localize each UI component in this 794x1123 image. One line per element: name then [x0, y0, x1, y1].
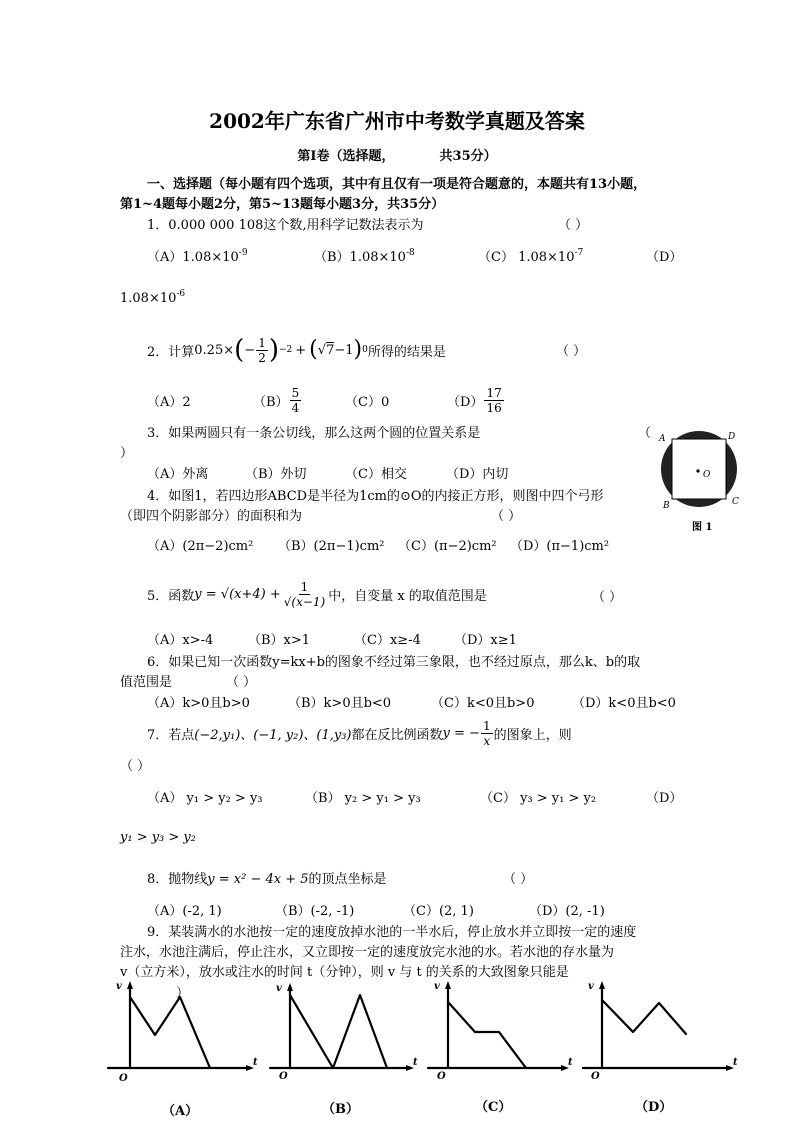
- q4-option-a: （A）(2π−2)cm²: [147, 539, 254, 554]
- q8-option-c: （C）(2, 1): [403, 904, 474, 919]
- graph-d-caption: （D）: [635, 1100, 673, 1115]
- graph-a-line: [130, 997, 210, 1068]
- graph-d-v-label: v: [588, 981, 594, 992]
- figure-1-label-a: A: [659, 434, 666, 444]
- q2-stem: 2．计算 0.25× ( − $\frac{1}{2}$ ) −2 + ( √ 7 −1 ) 0 所得的结果是: [147, 335, 446, 365]
- section-intro-line2: 第1~4题每小题2分，第5~13题每小题3分，共35分）: [120, 197, 445, 212]
- q1-stem: 1．0.000 000 108这个数,用科学记数法表示为: [147, 218, 424, 233]
- graph-c-origin: O: [437, 1071, 446, 1082]
- q7-option-c: （C） y₃ > y₁ > y₂: [480, 791, 597, 806]
- graph-c-t-label: t: [568, 1057, 573, 1068]
- q5-option-a: （A）x>-4: [147, 633, 214, 648]
- q7-stem: 7．若点 (−2,y₁)、(−1, y₂)、(1,y₃) 都在反比例函数 y = − $\frac{1}{x}$ 的图象上，则: [147, 718, 572, 748]
- q6-option-c: （C）k<0且b>0: [431, 696, 535, 711]
- graph-c-line: [448, 1002, 526, 1068]
- figure-1-label-d: D: [728, 432, 736, 442]
- figure-1-label-c: C: [732, 497, 739, 507]
- q3-option-b: （B）外切: [245, 467, 307, 482]
- graph-b-v-label: v: [276, 983, 282, 994]
- q2-option-a: （A）2: [147, 394, 191, 410]
- q9-line3: v（立方米），放水或注水的时间 t（分钟），则 v 与 t 的关系的大致图象只能是: [120, 965, 569, 980]
- q7-option-d: （D）: [646, 791, 683, 806]
- q9-graphs: [0, 975, 794, 1120]
- q5-stem: 5．函数 y = √(x+4) + $\frac{1}{√(x-1)}$ 中，自变量 x 的取值范围是: [147, 579, 487, 609]
- q7-option-a: （A） y₁ > y₂ > y₃: [147, 791, 263, 806]
- q2-option-d: （D） $\frac{17}{16}$: [447, 385, 502, 415]
- graph-c-v-arrow: [445, 981, 451, 989]
- graph-d-t-label: t: [733, 1057, 738, 1068]
- q1-option-b: $(B)1.08\times 10^{-8}$: [314, 248, 415, 265]
- q5-option-b: （B）x>1: [248, 633, 311, 648]
- section-intro-line1: 一、选择题（每小题有四个选项，其中有且仅有一项是符合题意的，本题共有13小题，: [147, 177, 647, 192]
- q8-option-b: （B）(-2, -1): [275, 904, 355, 919]
- q2-option-b: （B） $\frac{5}{4}$: [253, 385, 300, 415]
- q2-answer-paren: （ ）: [556, 344, 587, 359]
- q3-paren-left: （: [638, 426, 652, 441]
- q4-option-b: （B）(2π−1)cm²: [278, 539, 385, 554]
- page-title: 2002年广东省广州市中考数学真题及答案: [209, 109, 585, 133]
- q3-option-a: （A）外离: [147, 467, 209, 482]
- q7-answer-paren: （ ）: [120, 759, 151, 774]
- graph-a-caption: （A）: [162, 1104, 199, 1119]
- graph-c-v-label: v: [434, 981, 440, 992]
- q1-answer-paren: （ ）: [558, 218, 589, 233]
- figure-1-square: [672, 439, 726, 499]
- q3-option-c: （C）相交: [345, 467, 407, 482]
- q6-line2: 值范围是: [120, 675, 173, 690]
- subtitle-part-b: 共35分）: [439, 149, 497, 164]
- q5-answer-paren: （ ）: [592, 590, 623, 605]
- q9-line1: 9．某装满水的水池按一定的速度放掉水池的一半水后，停止放水并立即按一定的速度: [147, 925, 637, 940]
- q1-option-c: （C） $1.08\times 10^{-7}$: [478, 248, 584, 265]
- q3-option-d: （D）内切: [446, 467, 509, 482]
- figure-1-caption: 图 1: [692, 522, 713, 533]
- figure-1-label-o: O: [703, 470, 711, 480]
- graph-b-t-label: t: [413, 1057, 418, 1068]
- q5-option-c: （C）x≥-4: [354, 633, 421, 648]
- q4-line1: 4．如图1，若四边形ABCD是半径为1cm的⊙O的内接正方形，则图中四个弓形: [147, 489, 604, 504]
- q4-line2: （即四个阴影部分）的面积和为: [120, 509, 303, 524]
- figure-1: [654, 424, 748, 536]
- graph-b-line: [290, 995, 387, 1068]
- q9-line2: 注水，水池注满后，停止注水，又立即按一定的速度放完水池的水。若水池的存水量为: [120, 945, 615, 960]
- graph-c-caption: （C）: [475, 1100, 512, 1115]
- q3-stem: 3．如果两圆只有一条公切线，那么这两个圆的位置关系是: [147, 426, 481, 441]
- q1-option-d-value: $1.08\times 10^{-6}$: [120, 289, 186, 306]
- q8-answer-paren: （ ）: [503, 872, 534, 887]
- graph-b-caption: （B）: [322, 1102, 359, 1117]
- q4-option-d: （D）(π−1)cm²: [510, 539, 610, 554]
- subtitle-part-a: 第Ⅰ卷（选择题，: [297, 149, 395, 164]
- graph-a-v-arrow: [127, 981, 133, 989]
- graph-d-line: [602, 1000, 686, 1034]
- q4-option-c: （C）(π−2)cm²: [398, 539, 497, 554]
- q1-option-a: $(A)1.08\times 10^{-9}$: [147, 248, 248, 265]
- graph-a-t-label: t: [253, 1057, 258, 1068]
- graph-d-v-arrow: [599, 981, 605, 989]
- q9-paren-right: ）: [176, 986, 190, 1001]
- figure-1-center-dot: [696, 469, 699, 472]
- q8-stem: 8．抛物线y = x² − 4x + 5的顶点坐标是: [147, 872, 387, 887]
- q4-answer-paren: （ ）: [491, 509, 522, 524]
- q1-option-d: （D）: [646, 250, 683, 265]
- q8-option-d: （D）(2, -1): [529, 904, 605, 919]
- q2-option-c: （C）0: [345, 394, 390, 410]
- figure-1-label-b: B: [663, 501, 670, 511]
- graph-d-origin: O: [591, 1071, 600, 1082]
- q7-option-b: （B） y₂ > y₁ > y₃: [305, 791, 421, 806]
- q6-line1: 6．如果已知一次函数y=kx+b的图象不经过第三象限，也不经过原点，那么k、b的取: [147, 655, 641, 670]
- graph-a-v-label: v: [116, 981, 122, 992]
- q5-option-d: （D）x≥1: [454, 633, 517, 648]
- q8-option-a: （A）(-2, 1): [147, 904, 222, 919]
- q6-answer-paren: （ ）: [226, 675, 257, 690]
- graph-b-v-arrow: [287, 983, 293, 991]
- q3-paren-right: ）: [120, 446, 134, 461]
- q6-option-a: （A）k>0且b>0: [147, 696, 250, 711]
- graph-a-origin: O: [119, 1073, 128, 1084]
- q6-option-d: （D）k<0且b<0: [572, 696, 676, 711]
- q6-option-b: （B）k>0且b<0: [288, 696, 392, 711]
- section-subtitle: [0, 145, 794, 164]
- graph-b-origin: O: [279, 1071, 288, 1082]
- q7-option-d-value: y₁ > y₃ > y₂: [120, 830, 196, 845]
